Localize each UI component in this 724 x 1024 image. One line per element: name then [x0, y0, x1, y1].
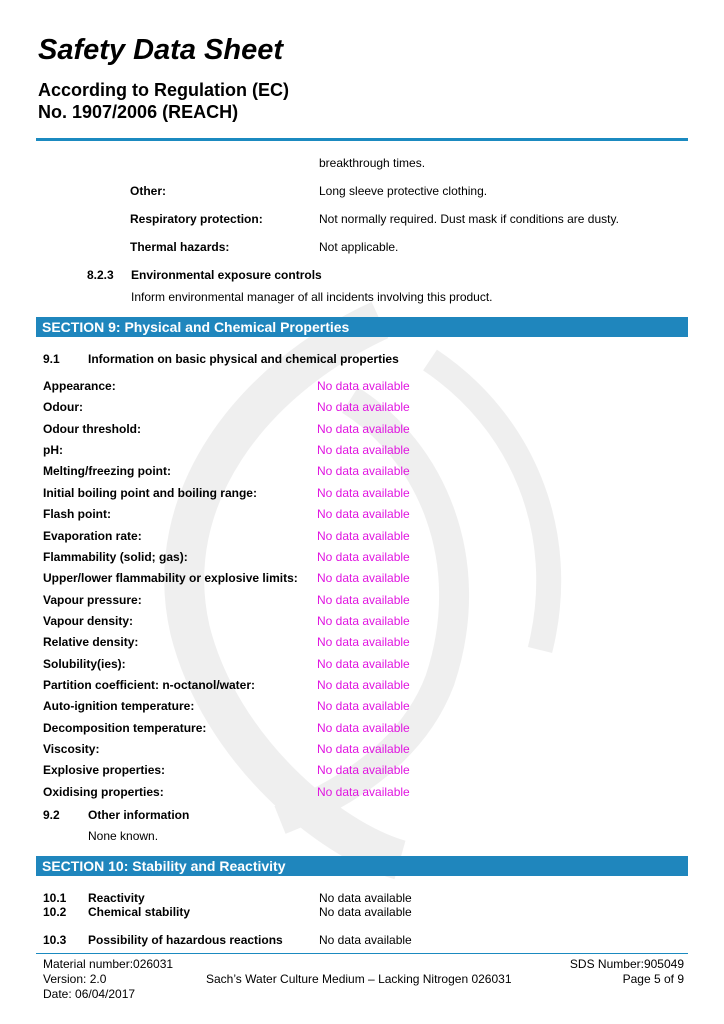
sds-number: SDS Number:905049 — [569, 957, 684, 971]
property-row — [43, 379, 463, 399]
property-value: No data available — [317, 443, 410, 458]
footer-right — [570, 957, 684, 987]
property-row — [43, 571, 463, 591]
subsection-9-1-number: 9.1 — [43, 352, 60, 366]
property-label: Upper/lower flammability or explosive limits: — [43, 571, 298, 586]
property-row — [43, 550, 463, 570]
property-label: Evaporation rate: — [43, 528, 142, 543]
ppe-thermal-value: Not applicable. — [319, 240, 399, 254]
property-label: Melting/freezing point: — [43, 464, 171, 479]
property-value: No data available — [317, 677, 410, 692]
property-row — [43, 443, 463, 463]
subtitle-line-1: According to Regulation (EC) — [38, 80, 289, 100]
property-row — [43, 785, 463, 805]
property-value: No data available — [317, 613, 410, 628]
property-value: No data available — [317, 656, 410, 671]
material-number: Material number:026031 — [43, 957, 174, 971]
property-value: No data available — [317, 592, 410, 607]
subsection-9-2-title: Other information — [88, 808, 190, 822]
property-label: Vapour pressure: — [43, 592, 142, 607]
row-10-3-value: No data available — [319, 933, 412, 947]
property-label: Flash point: — [43, 507, 111, 522]
property-label: Initial boiling point and boiling range: — [43, 485, 257, 500]
property-label: Viscosity: — [43, 742, 100, 756]
property-row — [43, 742, 463, 762]
property-label: Solubility(ies): — [43, 656, 126, 671]
ppe-continuation-text: breakthrough times. — [319, 156, 426, 170]
section-9-header: SECTION 9: Physical and Chemical Properties — [36, 317, 688, 337]
property-label: Decomposition temperature: — [43, 720, 207, 735]
subtitle-line-2: No. 1907/2006 (REACH) — [38, 102, 239, 122]
property-row — [43, 464, 463, 484]
property-row — [43, 529, 463, 549]
property-label: Vapour density: — [43, 613, 134, 628]
other-information-text: None known. — [88, 829, 159, 843]
property-label: Relative density: — [43, 635, 139, 650]
property-value: No data available — [317, 528, 410, 543]
property-row — [43, 678, 463, 698]
row-10-3-label: Possibility of hazardous reactions — [88, 933, 283, 947]
property-label: Oxidising properties: — [43, 784, 164, 799]
property-value: No data available — [317, 571, 410, 586]
property-value: No data available — [317, 763, 410, 778]
env-controls-title: Environmental exposure controls — [131, 268, 322, 282]
property-label: Odour threshold: — [43, 421, 141, 436]
property-row — [43, 593, 463, 613]
product-name: Sach’s Water Culture Medium – Lacking Nitrogen 026031 — [206, 972, 512, 986]
property-label: Partition coefficient: n-octanol/water: — [43, 677, 256, 692]
document-title: Safety Data Sheet — [38, 34, 283, 66]
property-row — [43, 422, 463, 442]
property-label: Auto-ignition temperature: — [43, 699, 195, 714]
row-10-1-value: No data available — [319, 891, 412, 905]
footer-divider — [36, 953, 688, 954]
property-value: No data available — [317, 742, 410, 756]
property-row — [43, 657, 463, 677]
property-row — [43, 635, 463, 655]
section-10-header: SECTION 10: Stability and Reactivity — [36, 856, 688, 876]
property-value: No data available — [317, 379, 410, 393]
row-10-1-number: 10.1 — [43, 891, 67, 905]
property-value: No data available — [317, 635, 410, 650]
property-row — [43, 614, 463, 634]
property-value: No data available — [317, 784, 410, 799]
ppe-thermal-label: Thermal hazards: — [130, 240, 230, 254]
property-label: Appearance: — [43, 379, 116, 393]
property-value: No data available — [317, 549, 410, 564]
property-value: No data available — [317, 507, 410, 522]
property-label: Odour: — [43, 400, 83, 415]
property-label: pH: — [43, 443, 63, 458]
property-value: No data available — [317, 720, 410, 735]
property-label: Explosive properties: — [43, 763, 166, 778]
property-value: No data available — [317, 400, 410, 415]
row-10-2-label: Chemical stability — [88, 905, 191, 919]
row-10-3-number: 10.3 — [43, 933, 67, 947]
row-10-2-value: No data available — [319, 905, 412, 919]
property-row — [43, 507, 463, 527]
subsection-9-2-number: 9.2 — [43, 808, 60, 822]
regulation-subtitle — [38, 79, 289, 123]
property-value: No data available — [317, 699, 410, 714]
version: Version: 2.0 — [43, 972, 107, 986]
ppe-respiratory-value: Not normally required. Dust mask if conditions are dusty. — [319, 212, 619, 226]
ppe-other-label: Other: — [130, 184, 166, 198]
property-row — [43, 699, 463, 719]
footer-left — [43, 957, 173, 1002]
page-number: Page 5 of 9 — [622, 972, 684, 986]
ppe-other-value: Long sleeve protective clothing. — [319, 184, 488, 198]
env-controls-text: Inform environmental manager of all incidents involving this product. — [131, 290, 493, 304]
property-value: No data available — [317, 464, 410, 479]
property-row — [43, 721, 463, 741]
revision-date: Date: 06/04/2017 — [43, 987, 136, 1001]
property-row — [43, 486, 463, 506]
property-value: No data available — [317, 421, 410, 436]
header-divider — [36, 138, 688, 141]
env-controls-number: 8.2.3 — [87, 268, 114, 282]
property-label: Flammability (solid; gas): — [43, 549, 188, 564]
ppe-respiratory-label: Respiratory protection: — [130, 212, 263, 226]
row-10-2-number: 10.2 — [43, 905, 67, 919]
subsection-9-1-title: Information on basic physical and chemical properties — [88, 352, 399, 366]
row-10-1-label: Reactivity — [88, 891, 145, 905]
property-value: No data available — [317, 485, 410, 500]
property-row — [43, 400, 463, 420]
property-row — [43, 763, 463, 783]
